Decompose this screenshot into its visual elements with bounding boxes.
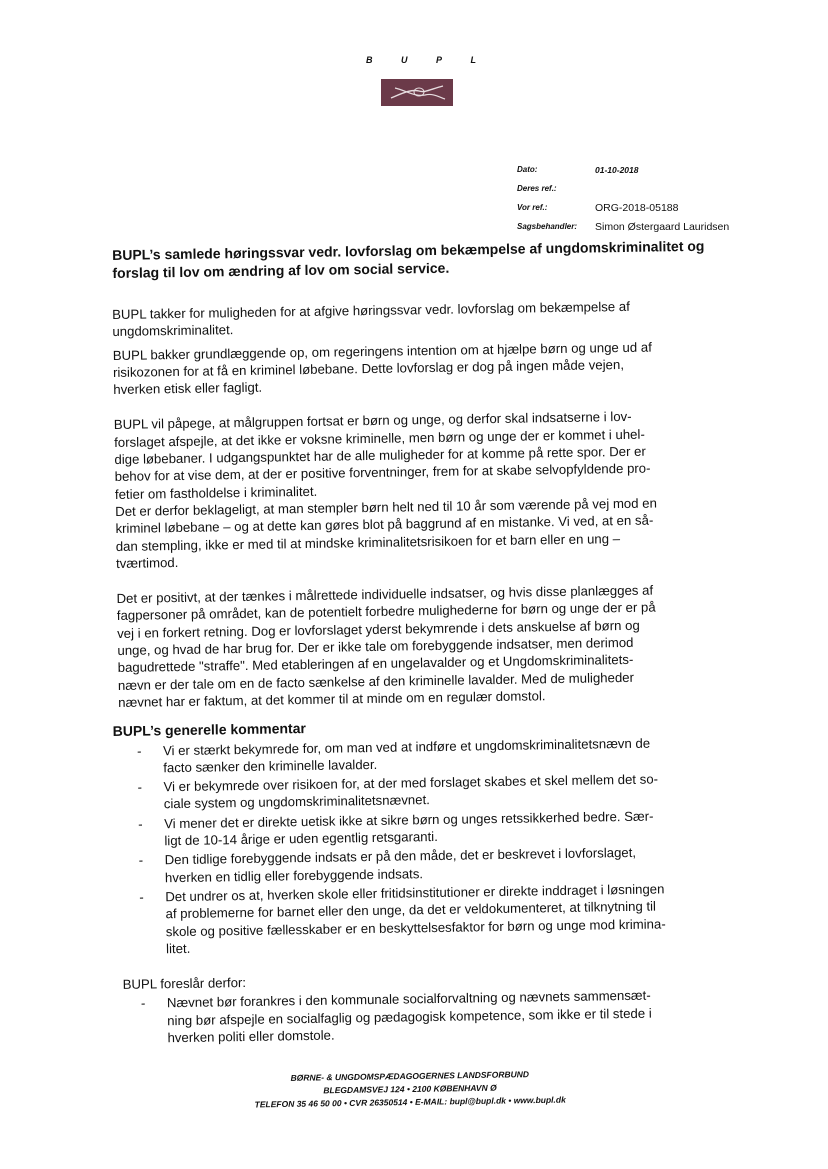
meta-label: Sagsbehandler:: [517, 222, 578, 231]
logo-emblem: [381, 79, 453, 106]
meta-row-case-handler: [517, 217, 729, 236]
list-item-text: Den tidlige forebyggende indsats er på den måde, det er beskrevet i lovforslaget, hverken en tidlig eller forebyggende indsats.: [164, 845, 637, 885]
comment-list: [119, 733, 722, 958]
proposal-list: [123, 986, 724, 1047]
document-body: [112, 297, 724, 1050]
footer-contact: TELEFON 35 46 50 00 • CVR 26350514 • E-MAIL: bupl@bupl.dk • www.bupl.dk: [254, 1094, 566, 1110]
meta-row-their-ref: [517, 179, 729, 198]
logo-letter: U: [400, 55, 408, 65]
paragraph: BUPL bakker grundlæggende op, om regeringens intention om at hjælpe børn og unge ud af risikozonen for at få en kriminel løbebane. Dette lovforslag er dog på ingen måde vejen, hverken etisk eller fagligt.: [112, 339, 652, 398]
letterhead-footer: [230, 1067, 591, 1112]
proposal-intro: BUPL foreslår derfor:: [122, 975, 247, 993]
footer-address: BLEGDAMSVEJ 124 • 2100 KØBENHAVN Ø: [323, 1082, 497, 1096]
logo-emblem-icon: [381, 79, 453, 106]
logo-letter: B: [366, 55, 373, 65]
list-item-text: Vi er bekymrede over risikoen for, at der med forslaget skabes et skel mellem det so- ciale system og ungdomskriminalitetsnævnet.: [163, 771, 659, 812]
logo-letters: [366, 55, 476, 65]
reference-block: [517, 160, 729, 236]
list-item: - Vi er bekymrede over risikoen for, at der med forslaget skabes et skel mellem det so- ciale system og ungdomskriminalitetsnævnet.: [137, 771, 659, 812]
paragraph: BUPL vil påpege, at målgruppen fortsat er børn og unge, og derfor skal indsatserne i lov- forslaget afspejle, at det ikke er voksne kriminelle, men børn og unge der er kommet i uhel- dige løbebaner. I udgangspunktet har de alle muligheder for at komme på rette spor. Der er behov for at vise dem, at der er positive forventninger, frem for at skabe selvopfyldende pro- fetier om fastholdelse i kriminalitet. Det er derfor beklageligt, at man stempler børn helt ned til 10 år som værende på vej mod en kriminel løbebane – og at dette kan gøres blot på baggrund af en mistanke. Vi ved, at en så- dan stempling, ikke er med til at mindske kriminalitetsrisikoen for et barn eller en ung – tværtimod.: [113, 409, 657, 571]
logo-letter: L: [470, 55, 476, 65]
list-item-text: Vi er stærkt bekymrede for, om man ved at indføre et ungdomskriminalitetsnævn de facto sænker den kriminelle lavalder.: [162, 735, 651, 776]
paragraph: Det er positivt, at der tænkes i målrettede individuelle indsatser, og hvis disse planlægges af fagpersoner på området, kan de potentielt forbedre mulighederne for børn og unge der er på vej i en forkert retning. Dog er lovforslaget yderst bekymrende i dets anskuelse af børn og unge, og hvad de har brug for. Der er ikke tale om forebyggende indsatser, men derimod bagudrettede "straffe". Med etableringen af en ungelavalder og et Ungdomskriminalitets- nævn er der tale om en de facto sænkelse af den kriminelle lavalder. Med de muligheder nævnet har er faktum, at det kommer til at minde om en regulær domstol.: [116, 582, 656, 710]
meta-label: Dato:: [517, 165, 538, 174]
list-item-text: Det undrer os at, hverken skole eller fritidsinstitutioner er direkte inddraget i løsningen af problemerne for barnet eller den unge, da det er veldokumenteret, at tilknytning til skole og positive fællesskaber er en beskyttelsesfaktor for børn og unge mod krimina- litet.: [165, 881, 666, 957]
list-item-text: Vi mener det er direkte uetisk ikke at sikre børn og unges retssikkerhed bedre. Sær- ligt de 10-14 årige er uden egentlig retsgaranti.: [164, 808, 654, 849]
meta-value: Simon Østergaard Lauridsen: [595, 220, 730, 233]
section-heading: BUPL’s generelle kommentar: [112, 720, 307, 740]
list-item: - Den tidlige forebyggende indsats er på den måde, det er beskrevet i lovforslaget, hverken en tidlig eller forebyggende indsats.: [138, 845, 637, 885]
list-item: - Det undrer os at, hverken skole eller fritidsinstitutioner er direkte inddraget i løsningen af problemerne for barnet eller den unge, da det er veldokumenteret, at tilknytning til skole og positive fællesskaber er en beskyttelsesfaktor for børn og unge mod krimina- litet.: [139, 881, 666, 957]
meta-label: Deres ref.:: [517, 184, 557, 193]
footer-org-name: BØRNE- & UNGDOMSPÆDAGOGERNES LANDSFORBUND: [290, 1069, 530, 1083]
meta-row-date: [517, 160, 729, 179]
list-item: - Vi er stærkt bekymrede for, om man ved at indføre et ungdomskriminalitetsnævn de facto sænker den kriminelle lavalder.: [136, 735, 651, 776]
list-item: - Nævnet bør forankres i den kommunale socialforvaltning og nævnets sammensæt- ning bør afspejle en socialfaglig og pædagogisk kompetence, som ikke er til stede i hverken politi eller domstole.: [140, 988, 652, 1046]
meta-label: Vor ref.:: [517, 203, 548, 212]
meta-value: ORG-2018-05188: [595, 201, 679, 214]
list-item-text: Nævnet bør forankres i den kommunale socialforvaltning og nævnets sammensæt- ning bør afspejle en socialfaglig og pædagogisk kompetence, som ikke er til stede i hverken politi eller domstole.: [166, 988, 652, 1046]
meta-row-our-ref: [517, 198, 729, 217]
list-item: - Vi mener det er direkte uetisk ikke at sikre børn og unges retssikkerhed bedre. Sær- ligt de 10-14 årige er uden egentlig retsgaranti.: [138, 808, 654, 849]
meta-value: 01-10-2018: [595, 164, 639, 175]
logo-letter: P: [435, 55, 442, 65]
document-title: BUPL’s samlede høringssvar vedr. lovforslag om bekæmpelse af ungdomskriminalitet og forslag til lov om ændring af lov om social service.: [112, 237, 705, 281]
paragraph: BUPL takker for muligheden for at afgive høringssvar vedr. lovforslag om bekæmpelse af ungdomskriminalitet.: [112, 298, 630, 340]
